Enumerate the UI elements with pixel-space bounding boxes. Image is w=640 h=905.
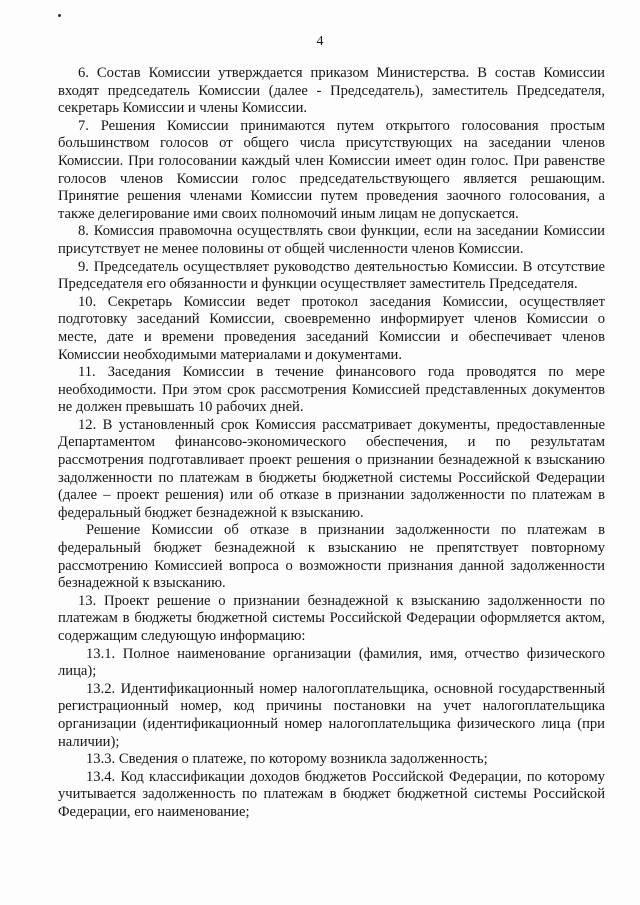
paragraph-13-4: 13.4. Код классификации доходов бюджетов Российской Федерации, по которому учитывается задолженность по платежам в бюджет бюджетной системы Российской Федерации, его наименование; <box>58 768 605 820</box>
paragraph-10: 10. Секретарь Комиссии ведет протокол заседания Комиссии, осуществляет подготовку заседаний Комиссии, своевременно информирует членов Комиссии о месте, дате и времени проведения заседаний Комиссии и обеспечивает членов Комиссии необходимыми материалами и документами. <box>58 293 605 363</box>
paragraph-13-2: 13.2. Идентификационный номер налогоплательщика, основной государственный регистрационный номер, код причины постановки на учет налогоплательщика организации (идентификационный номер налогоплательщика физического лица (при наличии); <box>58 680 605 750</box>
scan-speck <box>58 14 61 17</box>
page-number: 4 <box>316 34 324 49</box>
paragraph-9: 9. Председатель осуществляет руководство деятельностью Комиссии. В отсутствие Председателя его обязанности и функции осуществляет заместитель Председателя. <box>58 258 605 293</box>
paragraph-13-3: 13.3. Сведения о платеже, по которому возникла задолженность; <box>86 751 488 768</box>
paragraph-6: 6. Состав Комиссии утверждается приказом Министерства. В состав Комиссии входят председатель Комиссии (далее - Председатель), заместитель Председателя, секретарь Комиссии и члены Комиссии. <box>58 65 605 117</box>
document-body <box>58 65 605 822</box>
paragraph-13: 13. Проект решение о признании безнадежной к взысканию задолженности по платежам в бюджеты бюджетной системы Российской Федерации оформляется актом, содержащим следующую информацию: <box>58 592 605 644</box>
paragraph-7: 7. Решения Комиссии принимаются путем открытого голосования простым большинством голосов от общего числа присутствующих на заседании членов Комиссии. При голосовании каждый член Комиссии имеет один голос. При равенстве голосов членов Комиссии голос председательствующего является решающим. Принятие решения членами Комиссии путем проведения заочного голосования, а также делегирование ими своих полномочий иным лицам не допускается. <box>58 117 605 222</box>
paragraph-13-1: 13.1. Полное наименование организации (фамилия, имя, отчество физического лица); <box>58 645 605 680</box>
paragraph-12: 12. В установленный срок Комиссия рассматривает документы, предоставленные Департаментом финансово-экономического обеспечения, и по результатам рассмотрения подготавливает проект решения о признании безнадежной к взысканию задолженности по платежам в бюджеты бюджетной системы Российской Федерации (далее – проект решения) или об отказе в признании задолженности по платежам в федеральный бюджет безнадежной к взысканию. <box>58 416 605 521</box>
paragraph-11: 11. Заседания Комиссии в течение финансового года проводятся по мере необходимости. При этом срок рассмотрения Комиссией представленных документов не должен превышать 10 рабочих дней. <box>58 364 605 416</box>
paragraph-12-decision: Решение Комиссии об отказе в признании задолженности по платежам в федеральный бюджет безнадежной к взысканию не препятствует повторному рассмотрению Комиссией вопроса о возможности признания данной задолженности безнадежной к взысканию. <box>58 522 605 592</box>
paragraph-8: 8. Комиссия правомочна осуществлять свои функции, если на заседании Комиссии присутствует не менее половины от общей численности членов Комиссии. <box>58 223 605 257</box>
